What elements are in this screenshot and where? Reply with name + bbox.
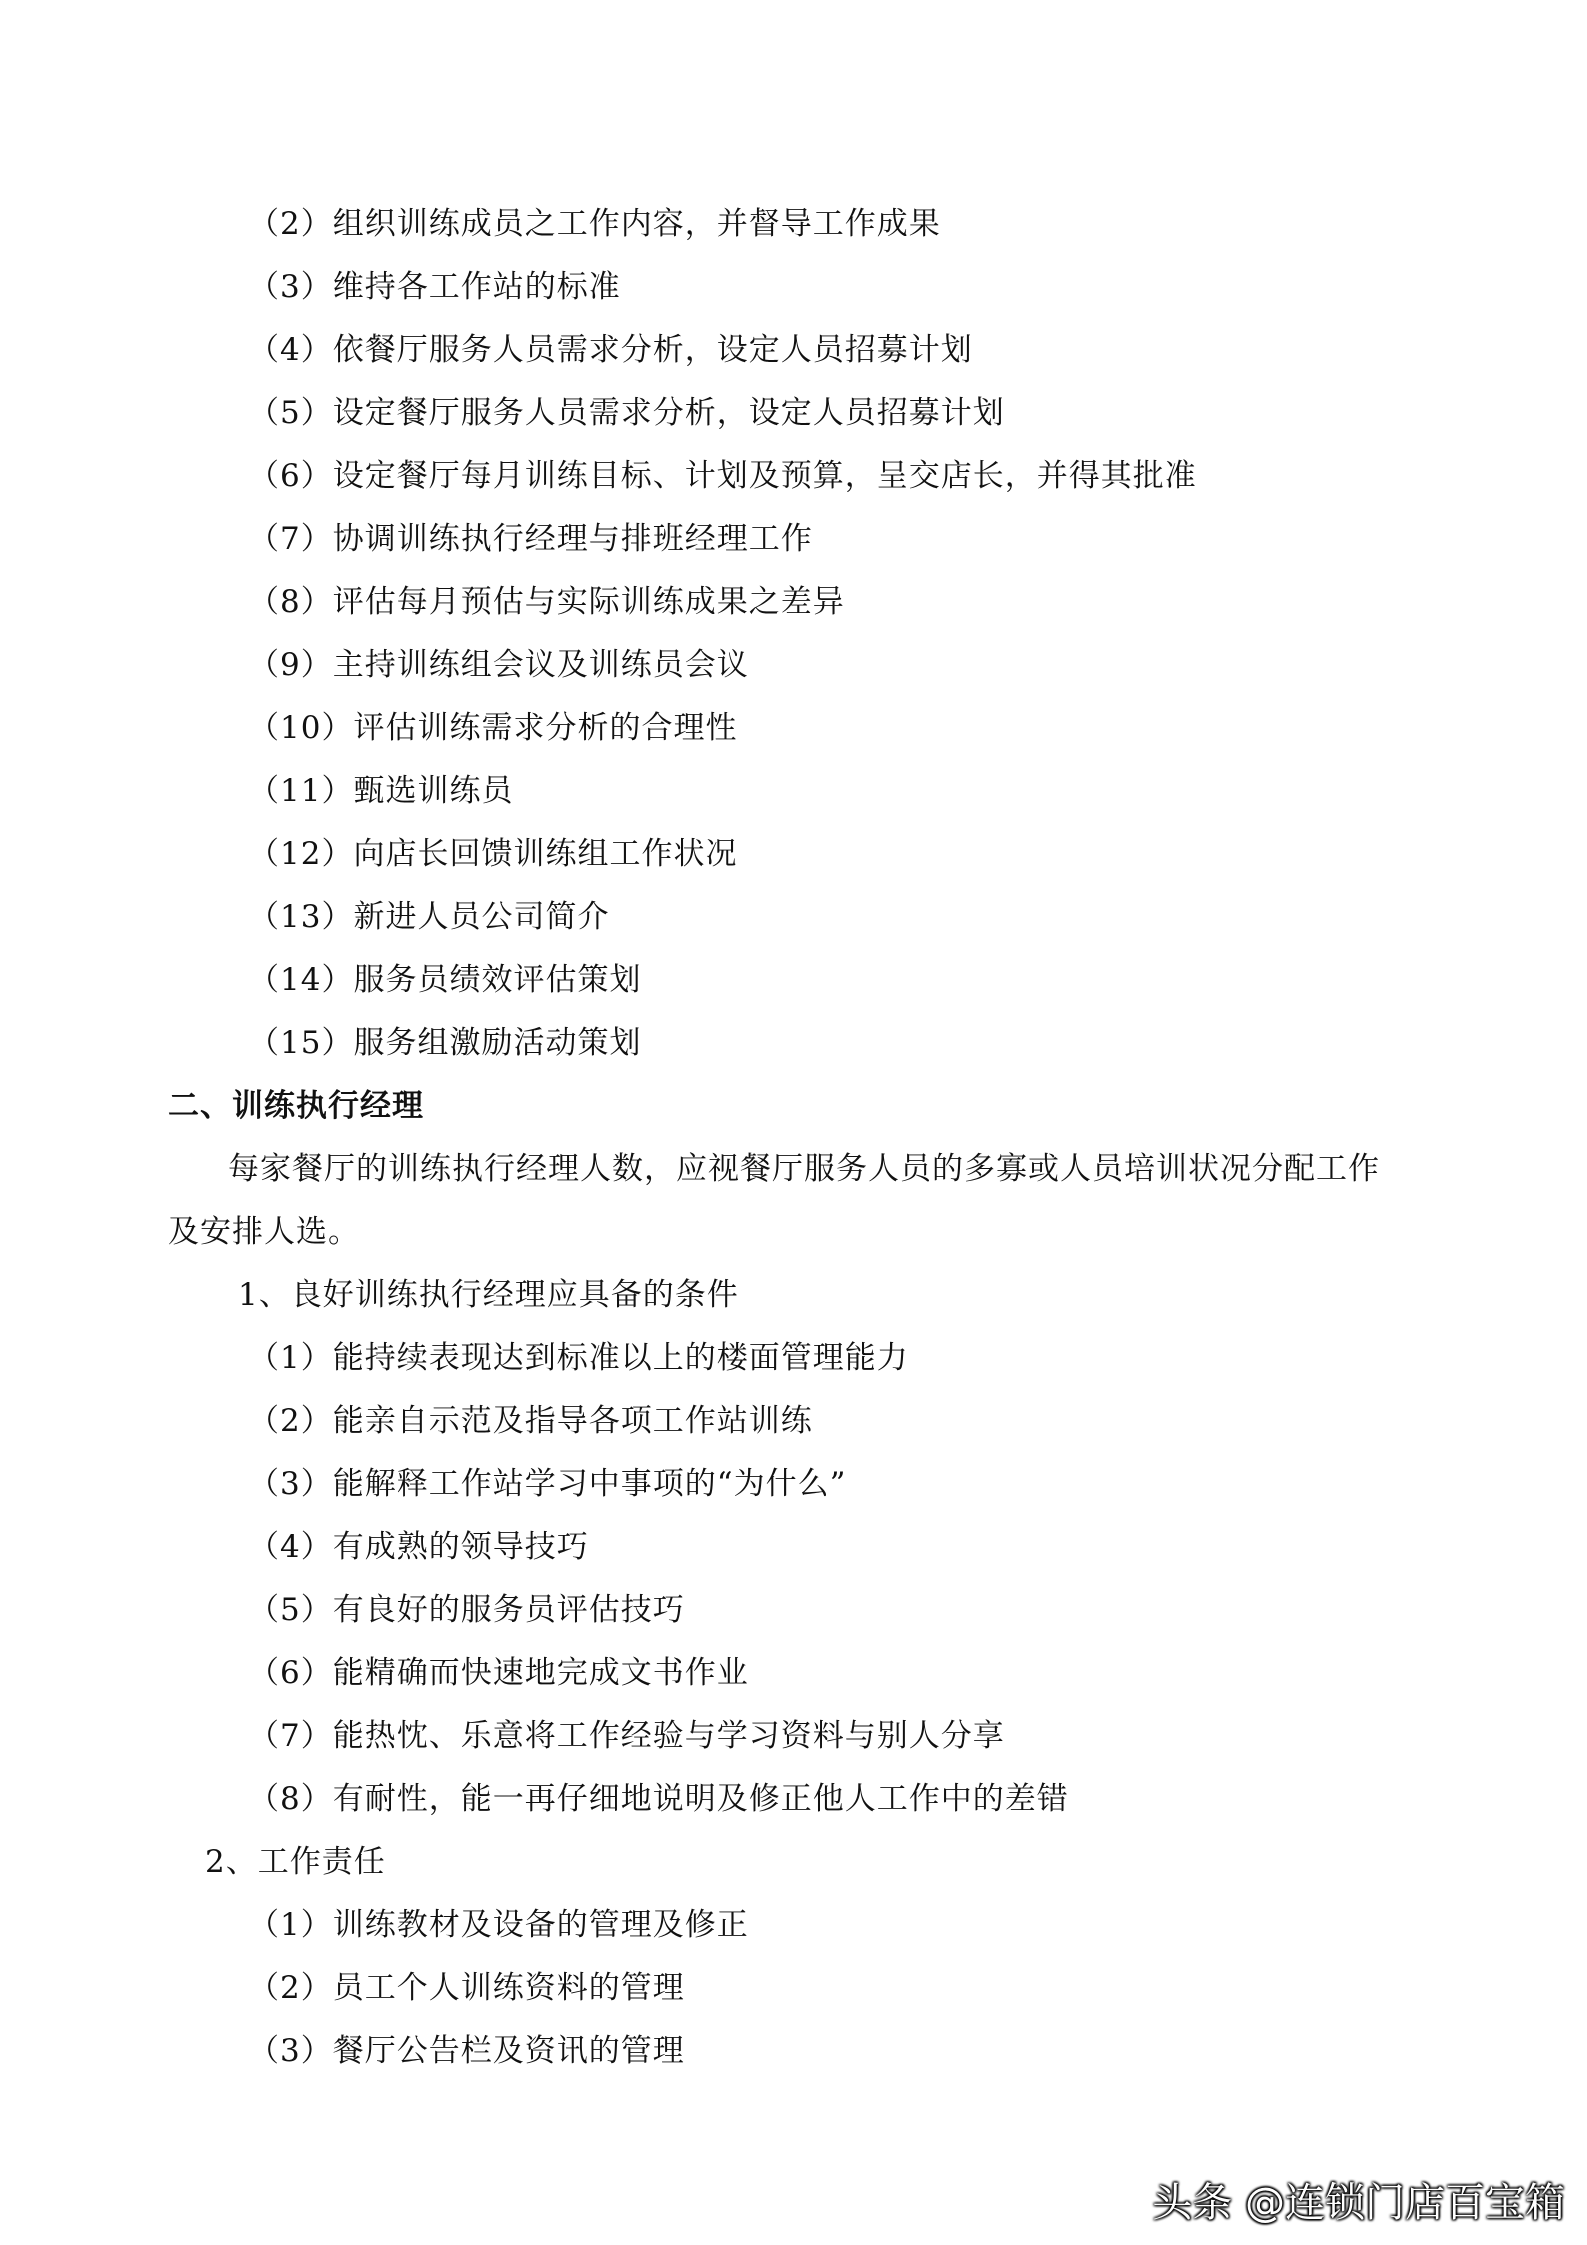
- list-item: （5）设定餐厅服务人员需求分析，设定人员招募计划: [248, 395, 1005, 431]
- list-item: （2）能亲自示范及指导各项工作站训练: [248, 1403, 813, 1439]
- list-item: （7）能热忱、乐意将工作经验与学习资料与别人分享: [248, 1718, 1005, 1754]
- list-item: （6）能精确而快速地完成文书作业: [248, 1655, 749, 1691]
- list-item: （14）服务员绩效评估策划: [248, 962, 642, 998]
- list-item: （4）有成熟的领导技巧: [248, 1529, 589, 1565]
- list-item: （3）餐厅公告栏及资讯的管理: [248, 2033, 685, 2069]
- list-item: （7）协调训练执行经理与排班经理工作: [248, 521, 813, 557]
- list-item: （4）依餐厅服务人员需求分析，设定人员招募计划: [248, 332, 973, 368]
- list-item: （3）维持各工作站的标准: [248, 269, 621, 305]
- list-item: （1）能持续表现达到标准以上的楼面管理能力: [248, 1340, 909, 1376]
- subsection-title: 2、工作责任: [205, 1844, 386, 1880]
- list-item: （11）甄选训练员: [248, 773, 514, 809]
- list-item: （2）员工个人训练资料的管理: [248, 1970, 685, 2006]
- list-item: （8）评估每月预估与实际训练成果之差异: [248, 584, 845, 620]
- list-item: （10）评估训练需求分析的合理性: [248, 710, 738, 746]
- list-item: （13）新进人员公司简介: [248, 899, 610, 935]
- list-item: （12）向店长回馈训练组工作状况: [248, 836, 738, 872]
- list-item: （9）主持训练组会议及训练员会议: [248, 647, 749, 683]
- paragraph-line: 每家餐厅的训练执行经理人数，应视餐厅服务人员的多寡或人员培训状况分配工作: [228, 1151, 1380, 1187]
- list-item: （6）设定餐厅每月训练目标、计划及预算，呈交店长，并得其批准: [248, 458, 1197, 494]
- list-item: （2）组织训练成员之工作内容，并督导工作成果: [248, 206, 941, 242]
- paragraph-line: 及安排人选。: [168, 1214, 360, 1250]
- list-item: （5）有良好的服务员评估技巧: [248, 1592, 685, 1628]
- section-heading: 二、训练执行经理: [168, 1088, 424, 1124]
- list-item: （8）有耐性，能一再仔细地说明及修正他人工作中的差错: [248, 1781, 1069, 1817]
- list-item: （3）能解释工作站学习中事项的“为什么”: [248, 1466, 847, 1502]
- list-item: （1）训练教材及设备的管理及修正: [248, 1907, 749, 1943]
- list-item: （15）服务组激励活动策划: [248, 1025, 642, 1061]
- subsection-title: 1、良好训练执行经理应具备的条件: [238, 1277, 739, 1313]
- watermark: 头条 @连锁门店百宝箱: [1152, 2180, 1565, 2226]
